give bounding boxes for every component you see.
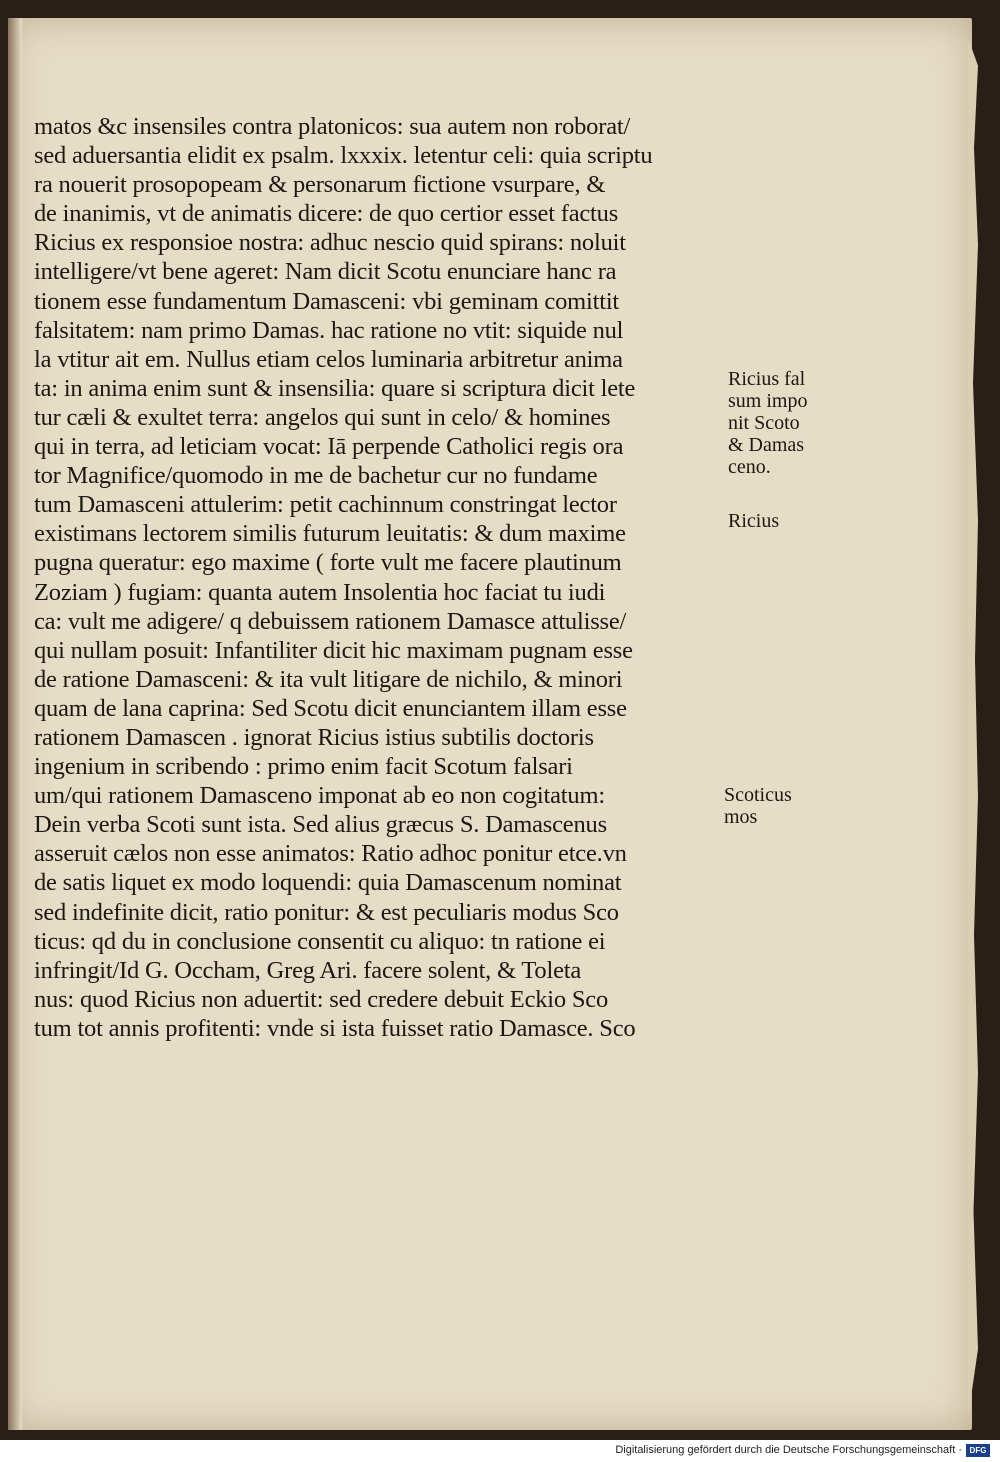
margin-note-line: ceno. xyxy=(728,456,771,478)
text-line: infringit/Id G. Occham, Greg Ari. facere solent, & Toleta xyxy=(34,956,582,984)
text-line: tum tot annis profitenti: vnde si ista fuisset ratio Damasce. Sco xyxy=(34,1014,636,1042)
text-line: intelligere/vt bene ageret: Nam dicit Scotu enunciare hanc ra xyxy=(34,258,617,286)
margin-note-ricius-falsum xyxy=(728,368,838,478)
text-line: la vtitur ait em. Nullus etiam celos luminaria arbitretur anima xyxy=(34,345,623,373)
text-line: de inanimis, vt de animatis dicere: de quo certior esset factus xyxy=(34,200,619,228)
margin-note-scoticus-mos xyxy=(724,784,834,828)
text-line: quam de lana caprina: Sed Scotu dicit enunciantem illam esse xyxy=(34,694,627,722)
margin-note-ricius xyxy=(728,510,838,532)
margin-note-line: nit Scoto xyxy=(728,412,800,434)
text-line: Ricius ex responsioe nostra: adhuc nescio quid spirans: noluit xyxy=(34,229,626,257)
text-line: qui in terra, ad leticiam vocat: Iā perpende Catholici regis ora xyxy=(34,433,624,461)
text-line: asseruit cælos non esse animatos: Ratio adhoc ponitur etce.vn xyxy=(34,840,627,868)
text-line: falsitatem: nam primo Damas. hac ratione no vtit: siquide nul xyxy=(34,316,624,344)
text-line: nus: quod Ricius non aduertit: sed credere debuit Eckio Sco xyxy=(34,985,609,1013)
text-line: sed indefinite dicit, ratio ponitur: & est peculiaris modus Sco xyxy=(34,898,619,926)
text-line: de ratione Damasceni: & ita vult litigare de nichilo, & minori xyxy=(34,665,623,693)
text-line: ticus: qd du in conclusione consentit cu aliquo: tn ratione ei xyxy=(34,927,606,955)
margin-note-line: Ricius xyxy=(728,510,780,532)
margin-note-line: mos xyxy=(724,806,758,828)
text-line: existimans lectorem similis futurum leuitatis: & dum maxime xyxy=(34,520,626,548)
text-line: Dein verba Scoti sunt ista. Sed alius græcus S. Damascenus xyxy=(34,811,607,839)
text-line: de satis liquet ex modo loquendi: quia Damascenum nominat xyxy=(34,869,622,897)
text-line: pugna queratur: ego maxime ( forte vult me facere plautinum xyxy=(34,549,622,577)
text-line: ta: in anima enim sunt & insensilia: quare si scriptura dicit lete xyxy=(34,374,636,402)
main-text-block xyxy=(34,112,724,1043)
text-line: tur cæli & exultet terra: angelos qui sunt in celo/ & homines xyxy=(34,403,611,431)
text-line: ca: vult me adigere/ q debuissem rationem Damasce attulisse/ xyxy=(34,607,627,635)
footer-bar xyxy=(0,1440,1000,1462)
margin-note-line: Scoticus xyxy=(724,784,792,806)
dfg-logo: DFG xyxy=(966,1444,990,1457)
text-line: ra nouerit prosopopeam & personarum fictione vsurpare, & xyxy=(34,171,606,199)
text-line: qui nullam posuit: Infantiliter dicit hic maximam pugnam esse xyxy=(34,636,633,664)
text-line: tor Magnifice/quomodo in me de bachetur cur no fundame xyxy=(34,462,598,490)
text-line: tum Damasceni attulerim: petit cachinnum constringat lector xyxy=(34,491,617,519)
text-line: tionem esse fundamentum Damasceni: vbi geminam comittit xyxy=(34,287,620,315)
text-line: rationem Damascen . ignorat Ricius istius subtilis doctoris xyxy=(34,723,594,751)
margin-note-line: Ricius fal xyxy=(728,368,806,390)
margin-note-line: & Damas xyxy=(728,434,805,456)
text-line: matos &c insensiles contra platonicos: sua autem non roborat/ xyxy=(34,113,631,140)
text-line: um/qui rationem Damasceno imponat ab eo non cogitatum: xyxy=(34,782,605,810)
text-line: Zoziam ) fugiam: quanta autem Insolentia hoc faciat tu iudi xyxy=(34,578,606,606)
margin-note-line: sum impo xyxy=(728,390,808,412)
text-line: sed aduersantia elidit ex psalm. lxxxix. letentur celi: quia scriptu xyxy=(34,142,653,170)
text-line: ingenium in scribendo : primo enim facit Scotum falsari xyxy=(34,753,573,781)
funding-credit: Digitalisierung gefördert durch die Deutsche Forschungsgemeinschaft · xyxy=(615,1444,962,1456)
